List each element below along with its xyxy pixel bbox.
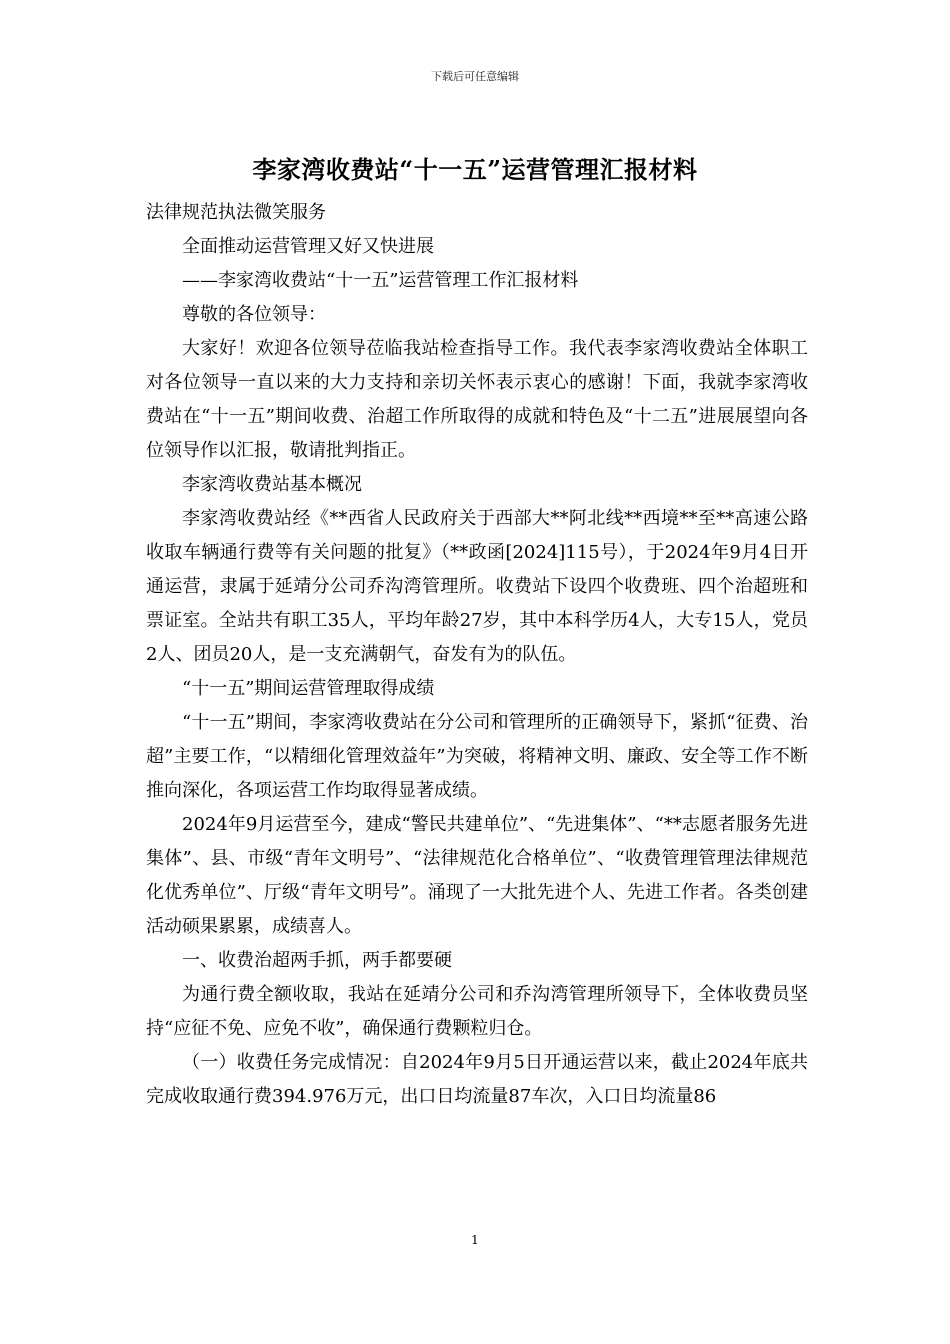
paragraph: ——李家湾收费站“十一五”运营管理工作汇报材料 [182,270,579,291]
paragraph: 李家湾收费站经《**西省人民政府关于西部大**阿北线**西境**至**高速公路收取车辆通行费等有关问题的批复》（**政函[2024]115号），于2024年9月4日开通运营，隶属于延靖分公司乔沟湾管理所。收费站下设四个收费班、四个治超班和票证室。全站共有职工35人，平均年龄27岁，其中本科学历4人，大专15人，党员2人、团员20人，是一支充满朝气，奋发有为的队伍。 [146,508,808,665]
paragraph: 全面推动运营管理又好又快进展 [182,236,434,257]
section-heading: 一、收费治超两手抓，两手都要硬 [182,950,452,971]
page-header: 下载后可任意编辑 [431,70,519,83]
section-heading: 李家湾收费站基本概况 [182,474,362,495]
paragraph: 为通行费全额收取，我站在延靖分公司和乔沟湾管理所领导下，全体收费员坚持“应征不免、应免不收”，确保通行费颗粒归仓。 [146,984,808,1039]
paragraph: 尊敬的各位领导： [182,304,326,325]
section-heading: “十一五”期间运营管理取得成绩 [182,678,435,699]
document-title: 李家湾收费站“十一五”运营管理汇报材料 [252,155,698,184]
paragraph: 2024年9月运营至今，建成“警民共建单位”、“先进集体”、“**志愿者服务先进集体”、县、市级“青年文明号”、“法律规范化合格单位”、“收费管理管理法律规范化优秀单位”、厅级“青年文明号”。涌现了一大批先进个人、先进工作者。各类创建活动硕果累累，成绩喜人。 [146,814,808,937]
paragraph: （一）收费任务完成情况：自2024年9月5日开通运营以来，截止2024年底共完成收取通行费394.976万元，出口日均流量87车次，入口日均流量86 [146,1052,808,1107]
page-number: 1 [471,1233,479,1247]
paragraph: 大家好！欢迎各位领导莅临我站检查指导工作。我代表李家湾收费站全体职工对各位领导一直以来的大力支持和亲切关怀表示衷心的感谢！下面，我就李家湾收费站在“十一五”期间收费、治超工作所取得的成就和特色及“十二五”进展展望向各位领导作以汇报，敬请批判指正。 [146,338,808,461]
paragraph: “十一五”期间，李家湾收费站在分公司和管理所的正确领导下，紧抓“征费、治超”主要工作，“以精细化管理效益年”为突破，将精神文明、廉政、安全等工作不断推向深化，各项运营工作均取得显著成绩。 [146,712,808,801]
paragraph: 法律规范执法微笑服务 [146,202,326,223]
document-body [146,196,808,1114]
